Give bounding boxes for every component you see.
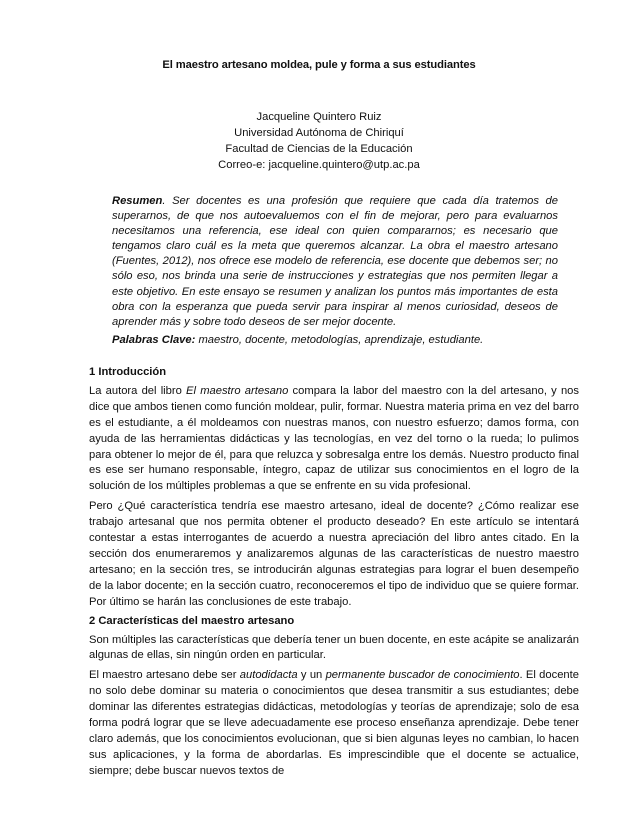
paragraph-text: La autora del libro bbox=[89, 384, 187, 397]
abstract-text: . Ser docentes es una profesión que requiere que cada día tratemos de superarnos, de que nos autoevaluemos con el fin de mejorar, pero para evaluarnos necesitamos una referencia, ese ideal con quien compararnos; es necesario que tengamos claro cuál es la meta que queremos alcanzar. La obra el maestro artesano (Fuentes, 2012), nos ofrece ese modelo de referencia, ese docente que debemos ser; no sólo eso, nos brinda una serie de instrucciones y estrategias que nos permiten llegar a este objetivo. En este ensayo se resumen y analizan los puntos más importantes de esta obra con la esperanza que pueda servir para inspirar al menos curiosidad, deseos de aprender más y sobre todo deseos de ser mejor docente. bbox=[112, 195, 558, 328]
keywords bbox=[112, 334, 558, 346]
section-1-heading: 1 Introducción bbox=[89, 366, 167, 378]
section-2-paragraph-2 bbox=[89, 668, 579, 779]
author-university: Universidad Autónoma de Chiriquí bbox=[234, 127, 404, 139]
section-1-paragraph-1 bbox=[89, 384, 579, 495]
section-1-paragraph-2: Pero ¿Qué característica tendría ese maestro artesano, ideal de docente? ¿Cómo realizar ese trabajo artesanal que nos permita obtener el producto deseado? En este artículo se intentará contestar a estas interrogantes de acuerdo a nuestra apreciación del libro antes citado. En la sección dos enumeraremos y analizaremos algunas de las características de nuestro maestro artesano; en la sección tres, se introducirán algunas estrategias para lograr el buen desempeño de la labor docente; en la sección cuatro, reconoceremos el tipo de individuo que se quiere formar. Por último se harán las conclusiones de este trabajo. bbox=[89, 500, 579, 608]
paragraph-text: y un bbox=[297, 669, 326, 682]
author-block bbox=[0, 109, 638, 173]
emphasis-italic: permanente buscador de conocimiento bbox=[325, 669, 520, 682]
paper-title: El maestro artesano moldea, pule y forma a sus estudiantes bbox=[162, 59, 476, 71]
keywords-text: maestro, docente, metodologías, aprendizaje, estudiante. bbox=[195, 334, 484, 346]
book-title-italic: El maestro artesano bbox=[186, 384, 289, 397]
abstract-label: Resumen bbox=[112, 195, 163, 207]
paragraph-text: . El docente no solo debe dominar su materia o conocimientos que desea transmitir a sus estudiantes; debe dominar las diferentes estrategias didácticas, metodologías y teorías de aprendizaje; solo de esa forma podrá lograr que se lleve adecuadamente ese proceso enseñanza aprendizaje. Debe tener claro además, que los conocimientos evolucionan, que si bien algunas leyes no cambian, lo hacen sus aplicaciones, y la forma de abordarlas. Es imprescindible que el docente se actualice, siempre; debe buscar nuevos textos de bbox=[89, 669, 579, 777]
keywords-label: Palabras Clave: bbox=[112, 334, 196, 346]
section-2-heading: 2 Características del maestro artesano bbox=[89, 614, 295, 627]
author-email: Correo-e: jacqueline.quintero@utp.ac.pa bbox=[218, 159, 420, 171]
author-faculty: Facultad de Ciencias de la Educación bbox=[225, 143, 413, 155]
author-name: Jacqueline Quintero Ruiz bbox=[256, 111, 382, 123]
paragraph-text: compara la labor del maestro con la del artesano, y nos dice que ambos tienen como función moldear, pulir, formar. Nuestra materia prima en vez del barro es el estudiante, a él moldeamos con nuestras manos, con nuestro esfuerzo; damos forma, con ayuda de las herramientas didácticas y las tecnologías, en vez del torno o la rueda; lo pulimos para obtener lo mejor de él, para que reluzca y sobresalga entre los demás. Nuestro producto final es ese ser humano responsable, íntegro, capaz de utilizar sus conocimientos en el logro de la solución de los múltiples problemas a que se enfrente en su vida profesional. bbox=[89, 384, 580, 493]
abstract bbox=[112, 194, 558, 330]
section-2-paragraph-1: Son múltiples las características que debería tener un buen docente, en este acápite se analizarán algunas de ellas, sin ningún orden en particular. bbox=[89, 633, 579, 662]
paragraph-text: El maestro artesano debe ser bbox=[89, 669, 240, 682]
emphasis-italic: autodidacta bbox=[239, 669, 298, 682]
body-text bbox=[89, 365, 579, 784]
